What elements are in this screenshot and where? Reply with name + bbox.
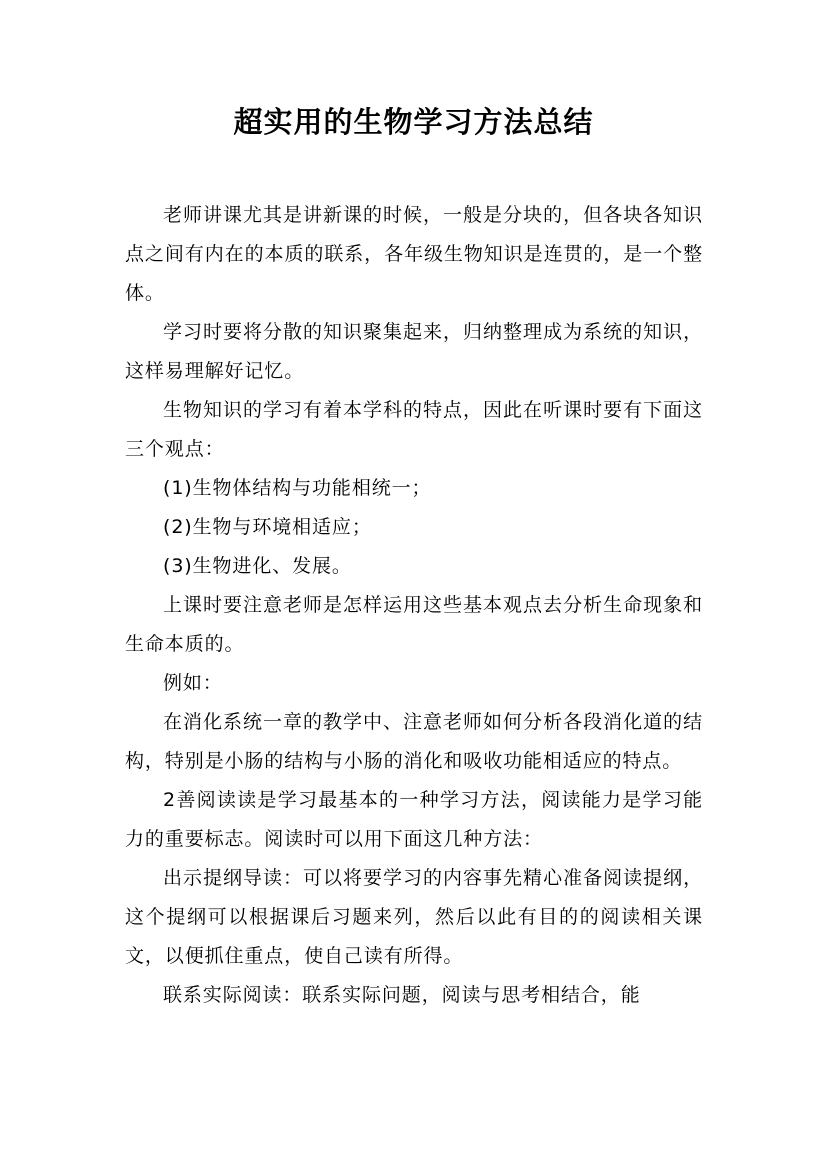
paragraph: 例如： <box>163 672 223 694</box>
paragraph: 生物知识的学习有着本学科的特点，因此在听课时要有下面这三个观点： <box>125 399 703 460</box>
paragraph: 联系实际阅读：联系实际问题，阅读与思考相结合，能 <box>163 984 641 1006</box>
paragraph: 上课时要注意老师是怎样运用这些基本观点去分析生命现象和生命本质的。 <box>125 594 703 655</box>
paragraph: 在消化系统一章的教学中、注意老师如何分析各段消化道的结构，特别是小肠的结构与小肠的消化和吸收功能相适应的特点。 <box>125 711 703 772</box>
paragraph: 2善阅读读是学习最基本的一种学习方法，阅读能力是学习能力的重要标志。阅读时可以用下面这几种方法： <box>125 789 703 850</box>
list-item: (2)生物与环境相适应； <box>163 516 372 538</box>
paragraph: 老师讲课尤其是讲新课的时候，一般是分块的，但各块各知识点之间有内在的本质的联系，各年级生物知识是连贯的，是一个整体。 <box>125 204 703 304</box>
list-item: (1)生物体结构与功能相统一； <box>163 477 432 499</box>
paragraph: 出示提纲导读：可以将要学习的内容事先精心准备阅读提纲，这个提纲可以根据课后习题来列，然后以此有目的的阅读相关课文，以便抓住重点，使自己读有所得。 <box>125 867 703 967</box>
paragraph: 学习时要将分散的知识聚集起来，归纳整理成为系统的知识，这样易理解好记忆。 <box>125 321 703 382</box>
list-item: (3)生物进化、发展。 <box>163 555 352 577</box>
document-title: 超实用的生物学习方法总结 <box>233 105 594 139</box>
document-body <box>125 196 703 1015</box>
